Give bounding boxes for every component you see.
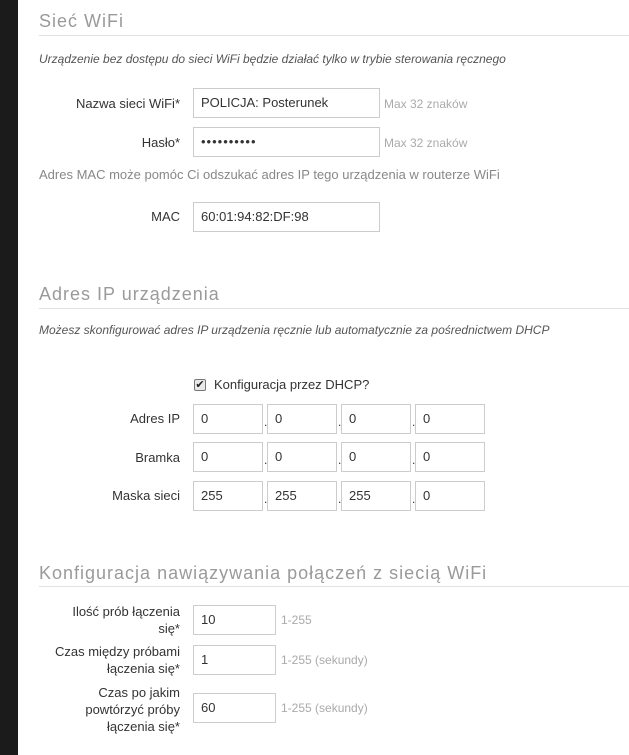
ip-address-octet-2[interactable]: 0: [267, 404, 337, 434]
ip-section-note: Możesz skonfigurować adres IP urządzenia ręcznie lub automatycznie za pośrednictwem DHCP: [39, 323, 550, 337]
left-sidebar-strip: [0, 0, 18, 755]
connection-section-divider: [39, 586, 629, 587]
retry-delay-label-line-3: łączenia się*: [107, 719, 180, 734]
between-attempts-input[interactable]: 1: [193, 645, 276, 675]
ip-address-label: Adres IP: [130, 411, 180, 426]
wifi-section-note: Urządzenie bez dostępu do sieci WiFi będzie działać tylko w trybie sterowania ręcznego: [39, 52, 506, 66]
gateway-label: Bramka: [135, 450, 180, 465]
ip-section-title: Adres IP urządzenia: [39, 284, 220, 304]
gateway-separator: .: [264, 453, 268, 467]
connection-section-title: Konfiguracja nawiązywania połączeń z siecią WiFi: [39, 563, 488, 583]
retry-delay-label: [30, 684, 180, 735]
retry-delay-hint: 1-255 (sekundy): [281, 701, 368, 715]
netmask-octet-2[interactable]: 255: [267, 481, 337, 511]
mac-label: MAC: [151, 209, 180, 224]
netmask-separator: .: [412, 492, 416, 506]
between-attempts-label-line-1: Czas między próbami: [55, 644, 180, 659]
gateway-separator: .: [338, 453, 342, 467]
ssid-hint: Max 32 znaków: [384, 97, 468, 111]
between-attempts-hint: 1-255 (sekundy): [281, 653, 368, 667]
netmask-label: Maska sieci: [112, 488, 180, 503]
password-input[interactable]: ••••••••••: [193, 127, 380, 157]
attempts-label-line-1: Ilość prób łączenia: [72, 604, 180, 619]
retry-delay-input[interactable]: 60: [193, 693, 276, 723]
retry-delay-label-line-2: powtórzyć próby: [85, 702, 180, 717]
mac-note: Adres MAC może pomóc Ci odszukać adres IP tego urządzenia w routerze WiFi: [39, 167, 500, 182]
gateway-octet-1[interactable]: 0: [193, 442, 263, 472]
gateway-octet-2[interactable]: 0: [267, 442, 337, 472]
ip-section-divider: [39, 308, 629, 309]
netmask-octet-4[interactable]: 0: [415, 481, 485, 511]
ip-address-octet-4[interactable]: 0: [415, 404, 485, 434]
attempts-input[interactable]: 10: [193, 605, 276, 635]
wifi-section-title: Sieć WiFi: [39, 11, 124, 31]
password-hint: Max 32 znaków: [384, 136, 468, 150]
mac-field[interactable]: 60:01:94:82:DF:98: [193, 202, 380, 232]
netmask-separator: .: [264, 492, 268, 506]
gateway-separator: .: [412, 453, 416, 467]
ip-address-octet-1[interactable]: 0: [193, 404, 263, 434]
ip-address-separator: .: [264, 415, 268, 429]
wifi-section-divider: [39, 35, 629, 36]
netmask-separator: .: [338, 492, 342, 506]
ip-address-separator: .: [338, 415, 342, 429]
password-label: Hasło*: [141, 135, 180, 150]
retry-delay-label-line-1: Czas po jakim: [98, 685, 180, 700]
attempts-label-line-2: się*: [158, 621, 180, 636]
ip-address-separator: .: [412, 415, 416, 429]
between-attempts-label-line-2: łączenia się*: [107, 661, 180, 676]
ssid-label: Nazwa sieci WiFi*: [75, 96, 180, 111]
dhcp-checkbox[interactable]: ✔: [195, 379, 205, 391]
ssid-input[interactable]: POLICJA: Posterunek: [193, 88, 380, 118]
attempts-label: [30, 603, 180, 637]
ip-address-octet-3[interactable]: 0: [341, 404, 411, 434]
gateway-octet-4[interactable]: 0: [415, 442, 485, 472]
gateway-octet-3[interactable]: 0: [341, 442, 411, 472]
attempts-hint: 1-255: [281, 613, 312, 627]
between-attempts-label: [30, 643, 180, 677]
netmask-octet-3[interactable]: 255: [341, 481, 411, 511]
netmask-octet-1[interactable]: 255: [193, 481, 263, 511]
dhcp-label: Konfiguracja przez DHCP?: [214, 377, 370, 392]
